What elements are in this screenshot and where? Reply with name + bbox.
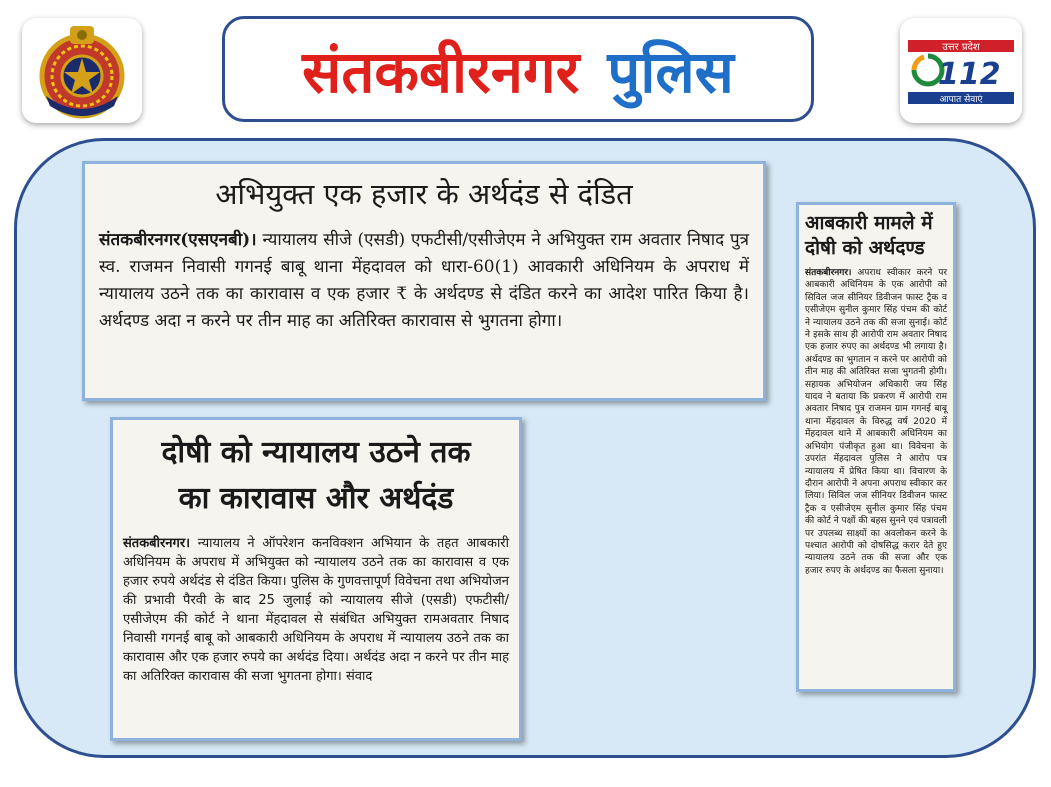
page-title-district: संतकबीरनगर	[302, 37, 580, 106]
up-police-emblem-icon	[22, 18, 142, 123]
clipping-2-headline-line2: का कारावास और अर्थदंड	[178, 481, 454, 516]
up-112-logo	[900, 18, 1022, 123]
clipping-2-body	[123, 534, 509, 686]
clipping-2-text: न्यायालय ने ऑपरेशन कनविक्शन अभियान के तहत आबकारी अधिनियम के अपराध में अभियुक्त को न्यायालय उठने तक का कारावास व एक हजार रुपये अर्थदंड से दंडित किया। पुलिस के गुणवत्तापूर्ण विवेचना तथा अभियोजन की प्रभावी पैरवी के बाद 25 जुलाई को न्यायालय सीजे (एसडी) एफटीसी/एसीजेएम की कोर्ट ने थाना मेंहदावल से संबंधित अभियुक्त रामअवतार निषाद निवासी गगनई बाबू को आबकारी अधिनियम के अपराध में न्यायालय उठने तक का कारावास और एक हजार रुपये का अर्थदंड दिया। अर्थदंड अदा न करने पर तीन माह का अतिरिक्त कारावास की सजा भुगतना होगा। संवाद	[123, 536, 509, 684]
logo-112-top-text: उत्तर प्रदेश	[942, 42, 980, 53]
news-clipping-2	[110, 417, 522, 741]
news-clipping-1	[82, 161, 766, 401]
clipping-2-headline-line1: दोषी को न्यायालय उठने तक	[161, 435, 471, 470]
clipping-3-text: अपराध स्वीकार करने पर आबकारी अधिनियम के एक आरोपी को सिविल जज सीनियर डिवीजन फास्ट ट्रैक व एसीजेएम सुनील कुमार सिंह पंचम की कोर्ट ने न्यायालय उठने तक की सजा सुनाई। कोर्ट ने इसके साथ ही आरोपी राम अवतार निषाद एक हजार रुपए का अर्थदण्ड भी लगाया है। अर्थदण्ड का भुगतान न करने पर आरोपी को तीन माह की अतिरिक्त सजा भुगतनी होगी। सहायक अभियोजन अधिकारी जय सिंह यादव ने बताया कि प्रकरण में आरोपी राम अवतार निषाद पुत्र राजमन ग्राम गगनई बाबू थाना मेंहदावल के विरुद्ध वर्ष 2020 में मेंहदावल थाने में आबकारी अधिनियम का अभियोग पंजीकृत हुआ था। विवेचना के उपरांत मेंहदावल पुलिस ने आरोप पत्र न्यायालय में प्रेषित किया था। विचारण के दौरान आरोपी ने अपना अपराध स्वीकार कर लिया। सिविल जज सीनियर डिवीजन फास्ट ट्रैक व एसीजेएम सुनील कुमार सिंह पंचम की कोर्ट ने पक्षों की बहस सुनने एवं पत्रावली पर उपलब्ध साक्ष्यों का अवलोकन करने के पश्चात आरोपी को दोषसिद्ध करार देते हुए न्यायालय उठने तक की सजा और एक हजार रुपए के अर्थदण्ड का फैसला सुनाया।	[805, 268, 947, 576]
clipping-3-dateline: संतकबीरनगर।	[805, 268, 852, 278]
clipping-3-headline: आबकारी मामले में दोषी को अर्थदण्ड	[805, 212, 933, 259]
clipping-2-dateline: संतकबीरनगर।	[123, 536, 191, 551]
clipping-3-body	[805, 267, 947, 577]
clipping-2-headline	[123, 430, 509, 522]
news-clipping-3	[796, 202, 956, 692]
page-title-police: पुलिस	[607, 37, 734, 106]
up-police-logo	[22, 18, 142, 123]
logo-112-bottom-text: आपात सेवाएं	[939, 95, 983, 105]
page-title-box	[222, 16, 814, 122]
logo-112-number: 112	[938, 57, 1001, 92]
clipping-1-headline: अभियुक्त एक हजार के अर्थदंड से दंडित	[215, 177, 633, 211]
clipping-1-body	[99, 227, 749, 335]
clipping-1-dateline: संतकबीरनगर(एसएनबी)।	[99, 230, 257, 250]
up-112-logo-icon	[900, 18, 1022, 123]
clipping-1-text: न्यायालय सीजे (एसडी) एफटीसी/एसीजेएम ने अभियुक्त राम अवतार निषाद पुत्र स्व. राजमन निवासी गगनई बाबू थाना मेंहदावल को धारा-60(1) आवकारी अधिनियम के अपराध में न्यायालय उठने तक का कारावास व एक हजार ₹ के अर्थदण्ड से दंडित करने का आदेश पारित किया है। अर्थदण्ड अदा न करने पर तीन माह का अतिरिक्त कारावास से भुगतना होगा।	[99, 230, 749, 331]
